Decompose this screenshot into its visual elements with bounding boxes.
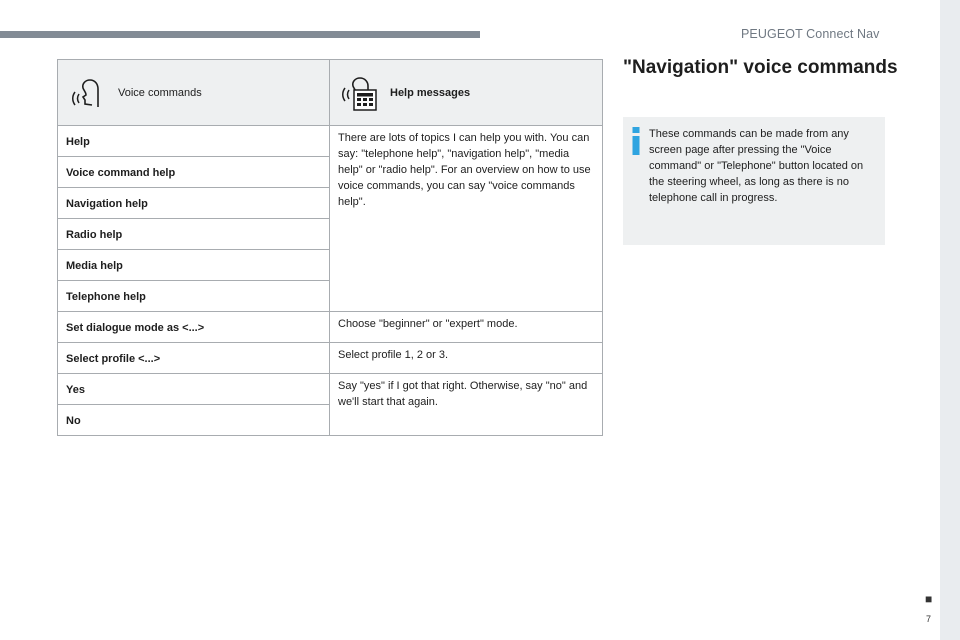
command-cell: Navigation help bbox=[58, 188, 330, 219]
command-cell: Select profile <...> bbox=[58, 343, 330, 374]
response-cell: There are lots of topics I can help you with. You can say: "telephone help", "navigation help", "media help" or "radio help". For an overview on how to use voice commands, you can say "voice commands help". bbox=[330, 126, 603, 312]
page-marker: ■ bbox=[925, 592, 933, 606]
table-row bbox=[58, 343, 603, 374]
table-header-row bbox=[58, 60, 603, 126]
table-row bbox=[58, 126, 603, 157]
table-row bbox=[58, 312, 603, 343]
command-cell: No bbox=[58, 405, 330, 436]
voice-commands-table bbox=[57, 59, 603, 436]
header-help-messages bbox=[330, 60, 603, 126]
section-title: "Navigation" voice commands bbox=[623, 57, 898, 78]
command-cell: Media help bbox=[58, 250, 330, 281]
command-cell: Radio help bbox=[58, 219, 330, 250]
page-number: 7 bbox=[926, 614, 932, 624]
response-cell: Say "yes" if I got that right. Otherwise, say "no" and we'll start that again. bbox=[330, 374, 603, 436]
command-cell: Telephone help bbox=[58, 281, 330, 312]
header-voice-commands bbox=[58, 60, 330, 126]
info-text: These commands can be made from any screen page after pressing the "Voice command" or "Telephone" button located on the steering wheel, as long as there is no telephone call in progress. bbox=[649, 128, 864, 204]
header-help-messages-label: Help messages bbox=[390, 86, 471, 99]
response-cell: Choose "beginner" or "expert" mode. bbox=[330, 312, 603, 343]
command-cell: Set dialogue mode as <...> bbox=[58, 312, 330, 343]
info-box bbox=[623, 117, 885, 245]
info-icon bbox=[631, 127, 641, 155]
command-cell: Voice command help bbox=[58, 157, 330, 188]
header-bar bbox=[0, 31, 480, 38]
header-voice-commands-label: Voice commands bbox=[118, 86, 202, 99]
command-cell: Help bbox=[58, 126, 330, 157]
table-row bbox=[58, 374, 603, 405]
command-cell: Yes bbox=[58, 374, 330, 405]
document-title: PEUGEOT Connect Nav bbox=[741, 27, 880, 41]
voice-command-icon bbox=[68, 74, 106, 112]
response-cell: Select profile 1, 2 or 3. bbox=[330, 343, 603, 374]
help-messages-icon bbox=[340, 74, 378, 112]
side-strip bbox=[940, 0, 960, 640]
